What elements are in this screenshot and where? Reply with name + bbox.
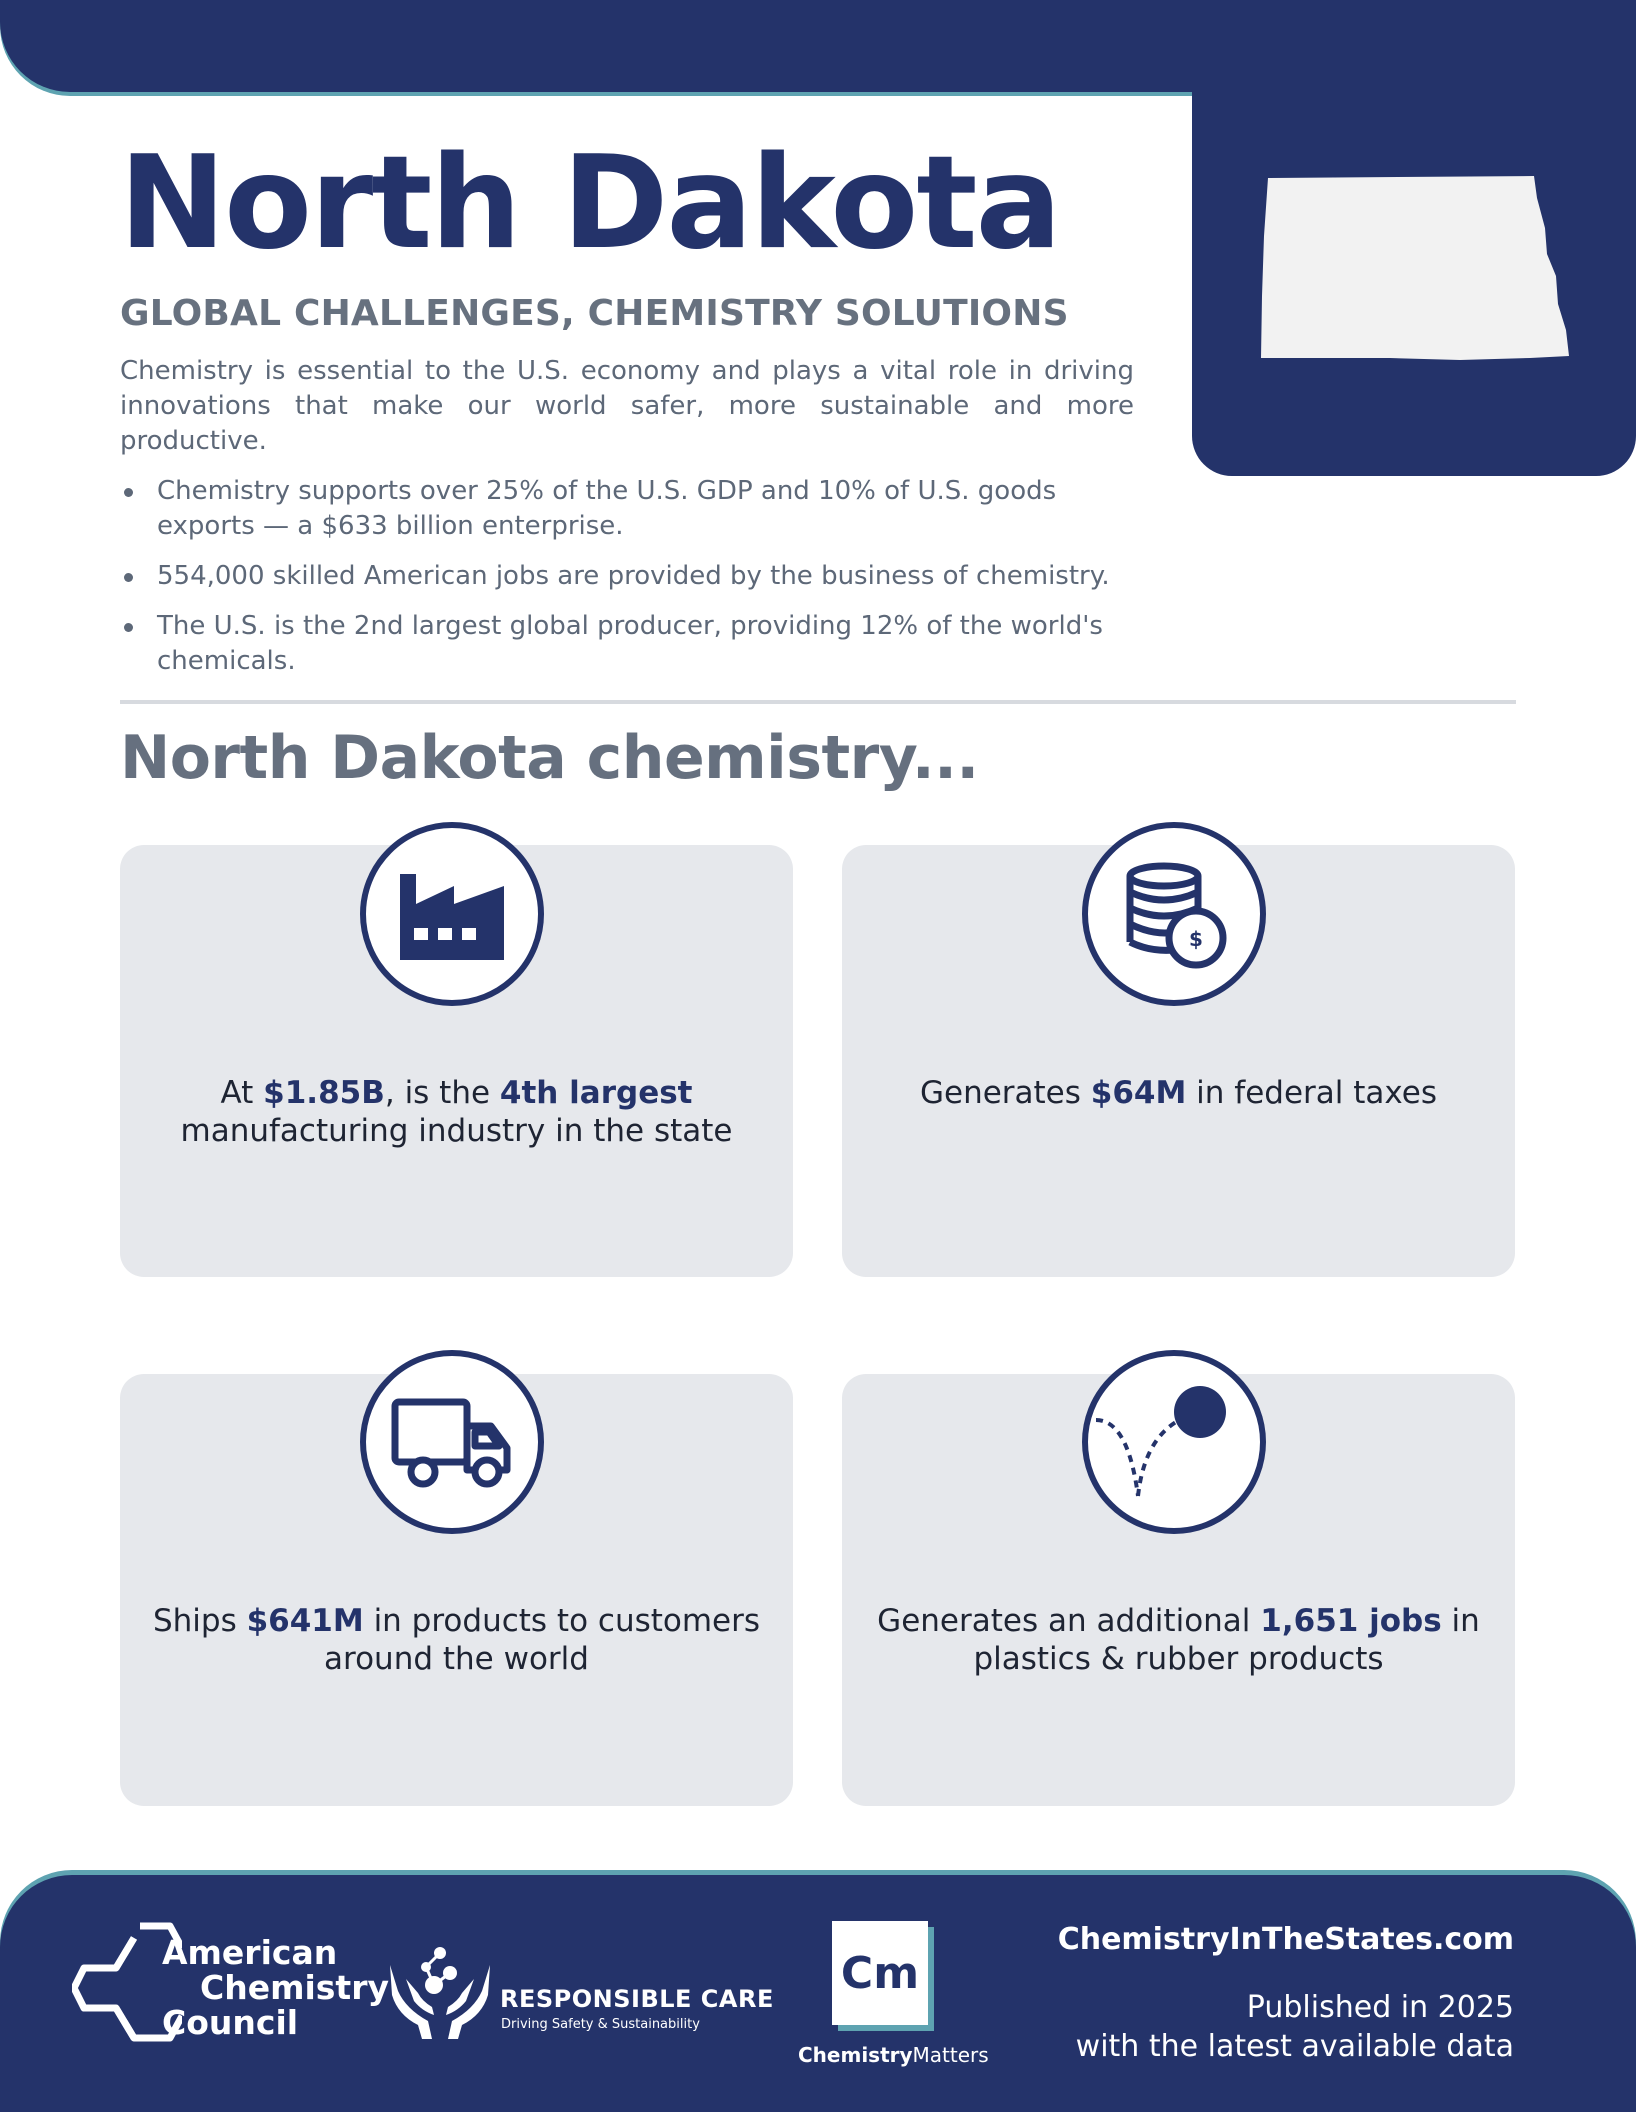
coins-icon: [1082, 822, 1266, 1006]
website-link[interactable]: ChemistryInTheStates.com: [1057, 1922, 1514, 1957]
responsible-care-title: RESPONSIBLE CARE: [500, 1985, 774, 2013]
acc-line: Council: [162, 2003, 299, 2042]
stat-text-shipments: Ships $641M in products to customers around the world: [152, 1603, 761, 1677]
svg-text:$: $: [1189, 927, 1203, 951]
bullet-text: Chemistry supports over 25% of the U.S. GDP and 10% of U.S. goods exports — a $633 billion enterprise.: [157, 476, 1057, 541]
section-divider: [120, 700, 1516, 704]
bullet-text: 554,000 skilled American jobs are provided by the business of chemistry.: [157, 561, 1110, 591]
top-band: [0, 0, 1636, 92]
page-title: North Dakota: [119, 129, 1060, 278]
intro-paragraph: Chemistry is essential to the U.S. economy and plays a vital role in driving innovations that make our world safer, more sustainable and more productive.: [120, 356, 1134, 456]
north-dakota-map-icon: [1260, 176, 1570, 364]
bullet-text: The U.S. is the 2nd largest global producer, providing 12% of the world's chemicals.: [157, 611, 1103, 676]
acc-logo-text: [162, 1935, 389, 2040]
responsible-care-tagline: Driving Safety & Sustainability: [501, 2017, 700, 2032]
bullet-icon: [124, 623, 133, 632]
stat-value: $1.85B: [263, 1075, 385, 1111]
factory-icon: [360, 822, 544, 1006]
list-item: [120, 559, 1150, 594]
stat-value: $64M: [1090, 1075, 1187, 1111]
list-item: [120, 609, 1150, 679]
acc-line: Chemistry: [200, 1968, 389, 2007]
stat-value: $641M: [246, 1603, 364, 1639]
list-item: [120, 474, 1150, 544]
stat-value: 1,651 jobs: [1260, 1603, 1442, 1639]
stat-text-manufacturing: At $1.85B, is the 4th largest manufacturing industry in the state: [180, 1075, 733, 1149]
bullet-icon: [124, 488, 133, 497]
chemistry-matters-label: ChemistryMatters: [798, 2043, 989, 2067]
section-title: North Dakota chemistry...: [120, 723, 979, 793]
page-subtitle: GLOBAL CHALLENGES, CHEMISTRY SOLUTIONS: [120, 293, 1069, 334]
stat-text-plastics-jobs: Generates an additional 1,651 jobs in plastics & rubber products: [877, 1603, 1480, 1677]
chemistry-matters-logo: Cm: [832, 1921, 928, 2025]
stat-highlight: 4th largest: [499, 1075, 693, 1111]
stat-text-federal-taxes: Generates $64M in federal taxes: [919, 1075, 1438, 1111]
bullet-icon: [124, 573, 133, 582]
acc-line: American: [162, 1933, 338, 1972]
publication-note: Published in 2025 with the latest available data: [1075, 1990, 1514, 2064]
bouncing-ball-icon: [1082, 1350, 1266, 1534]
key-facts-list: [120, 474, 1150, 694]
truck-icon: [360, 1350, 544, 1534]
responsible-care-hands-icon: [388, 1945, 492, 2041]
